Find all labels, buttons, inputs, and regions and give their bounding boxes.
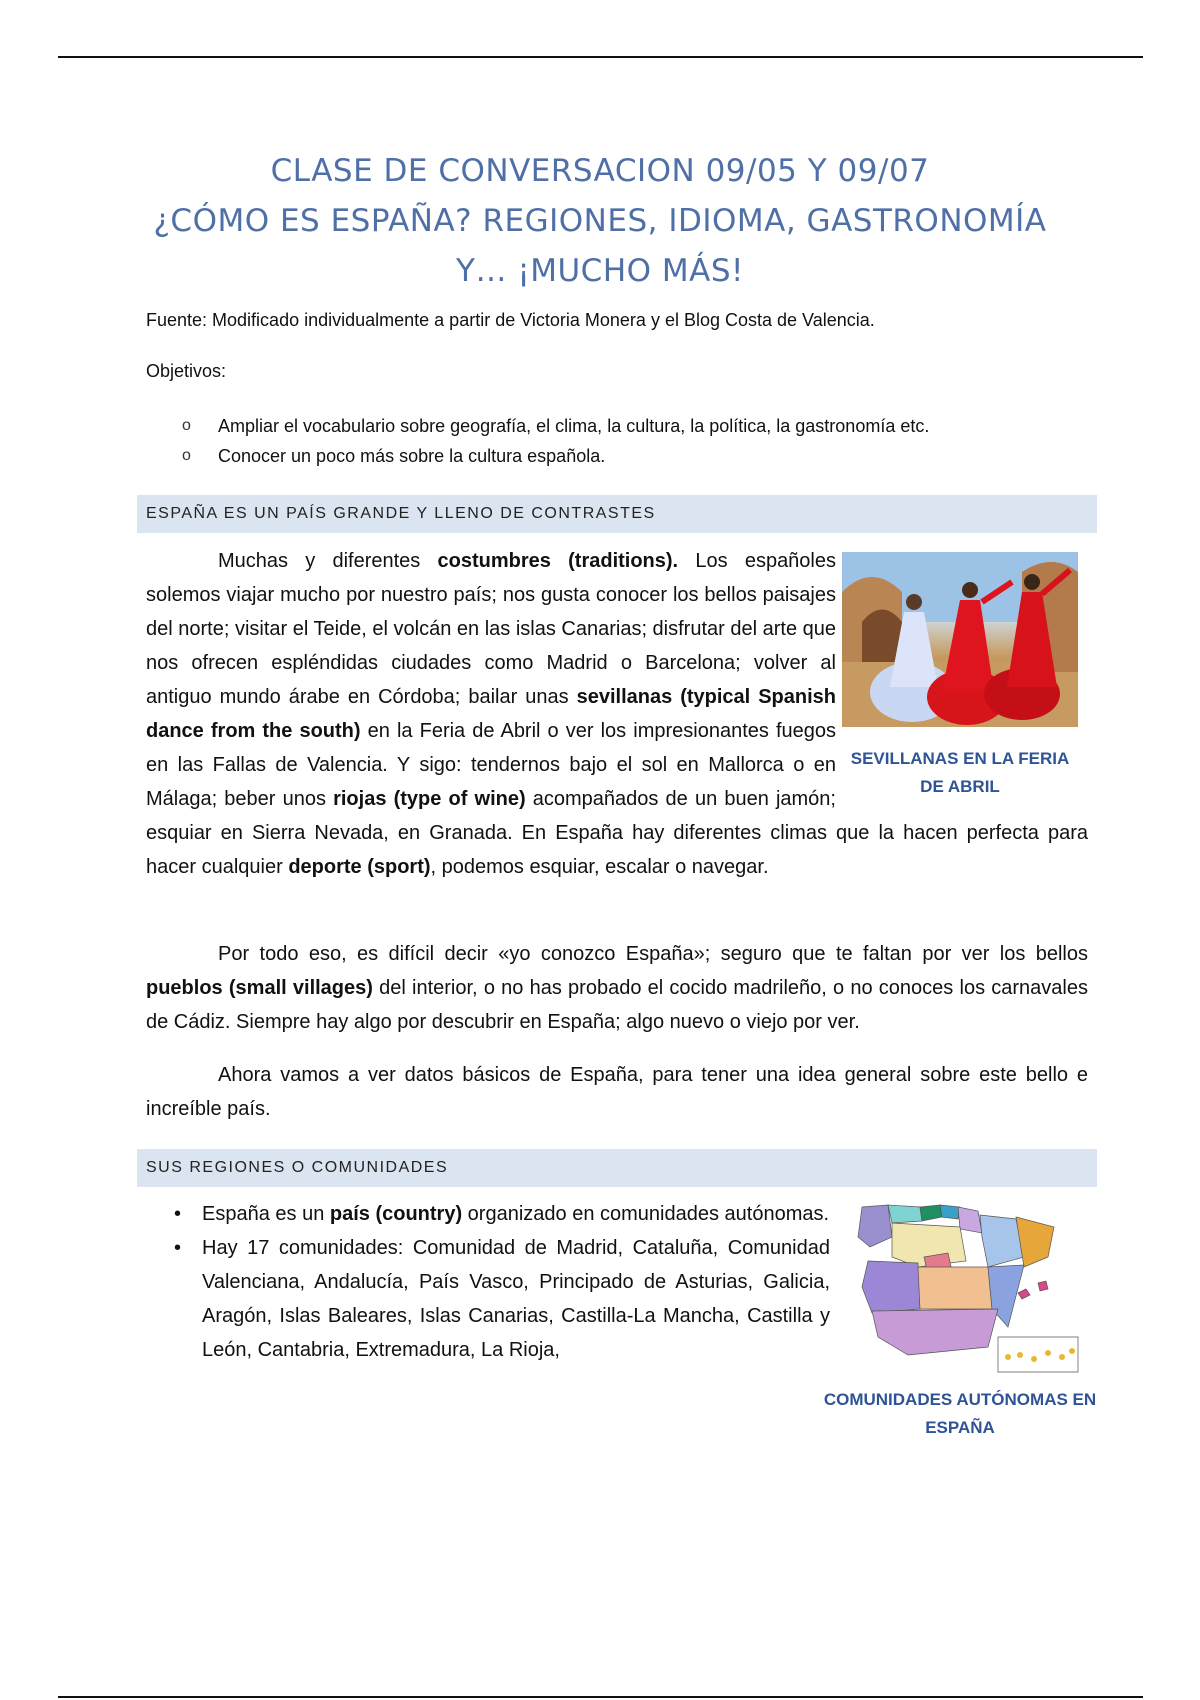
objectives-list bbox=[182, 411, 929, 471]
bottom-rule bbox=[58, 1696, 1143, 1698]
text-run: del interior, o no has probado el cocido madrileño, o no conoces los carnavales de Cádiz. Siempre hay algo por descubrir en España; algo nuevo o viejo por ver. bbox=[146, 977, 1088, 1033]
title-line-3: Y… ¡MUCHO MÁS! bbox=[456, 253, 744, 289]
text-run: Por todo eso, es difícil decir «yo conozco España»; seguro que te faltan por ver los bellos bbox=[218, 943, 1088, 965]
bullet-dot: • bbox=[174, 1237, 182, 1259]
title-line-1: CLASE DE CONVERSACION 09/05 Y 09/07 bbox=[270, 153, 930, 189]
objective-bullet: o bbox=[182, 447, 191, 464]
section-heading-contrastes: ESPAÑA ES UN PAÍS GRANDE Y LLENO DE CONTRASTES bbox=[137, 495, 1097, 533]
text-run: España es un bbox=[202, 1203, 330, 1225]
objective-item bbox=[182, 411, 929, 441]
bold-term: pueblos (small villages) bbox=[146, 977, 373, 999]
bold-term: sevillanas (typical Spanish dance from the south) bbox=[146, 686, 836, 742]
objective-bullet: o bbox=[182, 417, 191, 434]
top-rule bbox=[58, 56, 1143, 58]
text-run: Hay 17 comunidades: Comunidad de Madrid, Cataluña, Comunidad Valenciana, Andalucía, País Vasco, Principado de Asturias, Galicia, Aragón, Islas Baleares, Islas Canarias, Castilla-La Mancha, Castilla y León, Cantabria, Extremadura, La Rioja, bbox=[202, 1237, 830, 1361]
text-run: organizado en comunidades autónomas. bbox=[462, 1203, 830, 1225]
paragraph-pueblos bbox=[146, 937, 1088, 1039]
source-line: Fuente: Modificado individualmente a partir de Victoria Monera y el Blog Costa de Valencia. bbox=[146, 310, 875, 330]
objective-item bbox=[182, 441, 929, 471]
bold-term: costumbres (traditions). bbox=[437, 550, 679, 572]
page-title bbox=[0, 146, 1200, 296]
bold-term: país (country) bbox=[329, 1203, 463, 1225]
text-run: , podemos esquiar, escalar o navegar. bbox=[430, 856, 769, 878]
text-run: acompañados de un buen jamón; esquiar en Sierra Nevada, en Granada. En España hay diferentes climas que la hacen perfecta para hacer cualquier bbox=[146, 788, 1088, 878]
title-line-2: ¿CÓMO ES ESPAÑA? REGIONES, IDIOMA, GASTRONOMÍA bbox=[153, 203, 1047, 239]
spain-regions-map bbox=[848, 1197, 1088, 1377]
sevillanas-photo bbox=[842, 552, 1078, 727]
section-heading-regiones: SUS REGIONES O COMUNIDADES bbox=[137, 1149, 1097, 1187]
bullet-dot: • bbox=[174, 1203, 182, 1225]
paragraph-datos bbox=[146, 1058, 1088, 1126]
text-run: en la Feria de Abril o ver los impresionantes fuegos en las Fallas de Valencia. Y sigo: tendernos bajo el sol en Mallorca o en Málaga; beber unos bbox=[146, 720, 837, 810]
objective-text: Conocer un poco más sobre la cultura española. bbox=[218, 446, 606, 466]
objective-text: Ampliar el vocabulario sobre geografía, el clima, la cultura, la política, la gastronomía etc. bbox=[218, 416, 930, 436]
text-run: Muchas y diferentes bbox=[218, 550, 438, 572]
text-run: Ahora vamos a ver datos básicos de España, para tener una idea general sobre este bello e increíble país. bbox=[146, 1064, 1088, 1120]
text-run: Los españoles solemos viajar mucho por nuestro país; nos gusta conocer los bellos paisajes del norte; visitar el Teide, el volcán en las islas Canarias; disfrutar del arte que nos ofrecen espléndidas ciudades como Madrid o Barcelona; volver al antiguo mundo árabe en Córdoba; bailar unas bbox=[146, 550, 836, 708]
list-item bbox=[174, 1197, 830, 1231]
photo-caption: SEVILLANAS EN LA FERIA DE ABRIL bbox=[850, 749, 1070, 796]
objectives-label: Objetivos: bbox=[146, 361, 227, 381]
bold-term: riojas (type of wine) bbox=[333, 788, 526, 810]
bold-term: deporte (sport) bbox=[288, 856, 431, 878]
regions-list bbox=[174, 1197, 830, 1367]
list-item bbox=[174, 1231, 830, 1367]
map-caption: COMUNIDADES AUTÓNOMAS EN ESPAÑA bbox=[823, 1390, 1097, 1437]
